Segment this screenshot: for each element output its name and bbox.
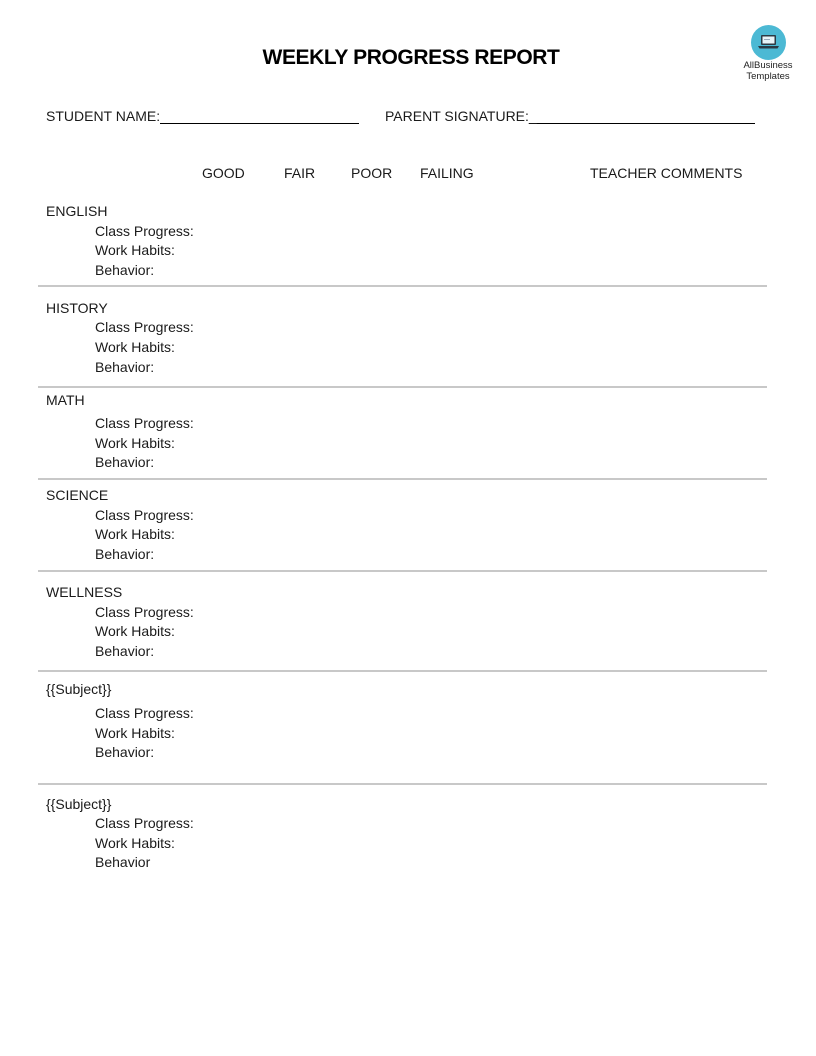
student-name-label: STUDENT NAME: xyxy=(46,108,161,124)
subject-wellness: WELLNESS xyxy=(46,584,123,600)
page-title: WEEKLY PROGRESS REPORT xyxy=(262,46,560,69)
subject-placeholder: {{Subject}} xyxy=(46,681,112,697)
subject-science: SCIENCE xyxy=(46,487,109,503)
criterion-work-habits: Work Habits: xyxy=(95,725,175,741)
criterion-class-progress: Class Progress: xyxy=(95,507,194,523)
criterion-class-progress: Class Progress: xyxy=(95,223,194,239)
criterion-behavior: Behavior xyxy=(95,854,151,870)
criterion-behavior: Behavior: xyxy=(95,546,155,562)
parent-signature-input[interactable]: _ xyxy=(529,108,755,124)
section-divider xyxy=(38,783,767,785)
parent-signature-field[interactable] xyxy=(385,108,755,124)
column-teacher-comments: TEACHER COMMENTS xyxy=(590,165,743,181)
student-name-input[interactable] xyxy=(160,108,359,124)
criterion-work-habits: Work Habits: xyxy=(95,623,175,639)
criterion-behavior: Behavior: xyxy=(95,359,155,375)
criterion-work-habits: Work Habits: xyxy=(95,435,175,451)
criterion-work-habits: Work Habits: xyxy=(95,526,175,542)
column-poor: POOR xyxy=(351,165,393,181)
column-failing: FAILING xyxy=(420,165,474,181)
section-divider xyxy=(38,670,767,672)
criterion-behavior: Behavior: xyxy=(95,744,155,760)
section-divider xyxy=(38,285,767,287)
criterion-class-progress: Class Progress: xyxy=(95,604,194,620)
laptop-icon xyxy=(751,25,786,60)
criterion-behavior: Behavior: xyxy=(95,262,155,278)
criterion-class-progress: Class Progress: xyxy=(95,319,194,335)
subject-placeholder: {{Subject}} xyxy=(46,796,112,812)
subject-math: MATH xyxy=(46,392,85,408)
criterion-behavior: Behavior: xyxy=(95,454,155,470)
column-fair: FAIR xyxy=(284,165,316,181)
brand-name-line2: Templates xyxy=(746,71,790,82)
criterion-class-progress: Class Progress: xyxy=(95,815,194,831)
section-divider xyxy=(38,570,767,572)
section-divider xyxy=(38,386,767,388)
criterion-class-progress: Class Progress: xyxy=(95,705,194,721)
brand-name-line1: AllBusiness xyxy=(743,60,793,71)
subject-english: ENGLISH xyxy=(46,203,108,219)
criterion-behavior: Behavior: xyxy=(95,643,155,659)
criterion-work-habits: Work Habits: xyxy=(95,242,175,258)
column-good: GOOD xyxy=(202,165,245,181)
parent-signature-label: PARENT SIGNATURE: xyxy=(385,108,529,124)
criterion-work-habits: Work Habits: xyxy=(95,835,175,851)
subject-history: HISTORY xyxy=(46,300,108,316)
section-divider xyxy=(38,478,767,480)
student-name-field[interactable] xyxy=(46,108,359,124)
criterion-work-habits: Work Habits: xyxy=(95,339,175,355)
criterion-class-progress: Class Progress: xyxy=(95,415,194,431)
brand-logo xyxy=(741,25,795,82)
